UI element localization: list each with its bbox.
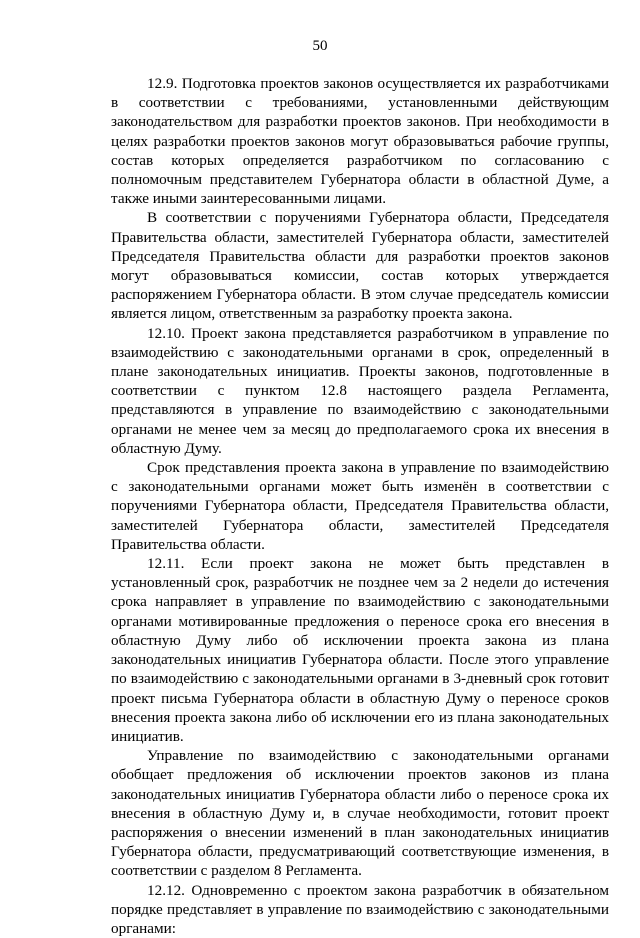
paragraph-12-12: 12.12. Одновременно с проектом закона разработчик в обязательном порядке представляет в управление по взаимодействию с законодательными органами:: [111, 881, 609, 937]
paragraph-department-summary: Управление по взаимодействию с законодательными органами обобщает предложения об исключении проектов законов из плана законодательных инициатив Губернатора области либо о переносе срока их внесения в областную Думу и, в случае необходимости, готовит проект распоряжения о внесении изменений в план законодательных инициатив Губернатора области, предусматривающий соответствующие изменения, в соответствии с разделом 8 Регламента.: [111, 747, 609, 880]
paragraph-12-10: 12.10. Проект закона представляется разработчиком в управление по взаимодействию с законодательными органами в срок, определенный в плане законодательных инициатив. Проекты законов, подготовленные в соответствии с пунктом 12.8 настоящего раздела Регламента, представляются в управление по взаимодействию с законодательными органами не менее чем за месяц до предполагаемого срока их внесения в областную Думу.: [111, 324, 609, 457]
body-text: [111, 74, 609, 938]
page-number: 50: [312, 38, 328, 54]
paragraph-12-11: 12.11. Если проект закона не может быть представлен в установленный срок, разработчик не позднее чем за 2 недели до истечения срока направляет в управление по взаимодействию с законодательными органами мотивированные предложения о переносе срока его внесения в областную Думу либо об исключении проекта закона из плана законодательных инициатив Губернатора области. После этого управление по взаимодействию с законодательными органами в 3-дневный срок готовит проект письма Губернатора области в областную Думу о переносе сроков внесения проекта закона либо об исключении его из плана законодательных инициатив.: [111, 555, 609, 745]
paragraph-deadline-change: Срок представления проекта закона в управление по взаимодействию с законодательными органами может быть изменён в соответствии с поручениями Губернатора области, Председателя Правительства области, заместителей Губернатора области, заместителей Председателя Правительства области.: [111, 459, 609, 553]
paragraph-commissions: В соответствии с поручениями Губернатора области, Председателя Правительства области, заместителей Губернатора области, заместителей Председателя Правительства области для разработки проектов законов могут образовываться комиссии, состав которых утверждается распоряжением Губернатора области. В этом случае председатель комиссии является лицом, ответственным за разработку проекта закона.: [111, 209, 609, 323]
paragraph-12-9: 12.9. Подготовка проектов законов осуществляется их разработчиками в соответствии с требованиями, установленными действующим законодательством для разработки проектов законов. При необходимости в целях разработки проектов законов могут образовываться рабочие группы, состав которых определяется разработчиком по согласованию с полномочным представителем Губернатора области в областной Думе, а также иными заинтересованными лицами.: [111, 75, 609, 208]
